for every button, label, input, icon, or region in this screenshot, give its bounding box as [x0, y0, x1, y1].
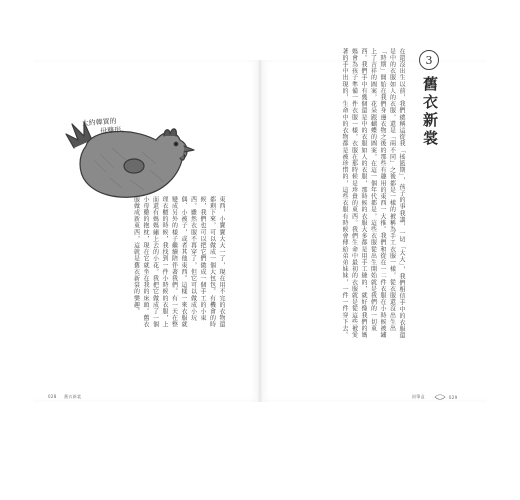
right-page-number: 029 [448, 394, 458, 400]
left-page-footer [48, 394, 87, 400]
left-page-body-text: 東西，小寶寶大大一了，現在用不完的衣物還都剩下來，可以做成一個大包包。有機會的時候，我們也可以把它們做成一個手工的小東西。雖然衣服不再穿了，但它可以做成小玩偶、小被子，或者其他東西。這樣一來衣服就變成另外的樣子繼續陪伴著我們。有一天在整理衣櫃的時候，我找到一件小時候的衣服，上面還有媽媽繡上去的小花。我把它做成了一個小母雞的抱枕，現在它就坐在我的床頭。舊衣服做成新東西，這就是舊衣新裳的樂趣。 [132, 196, 225, 328]
hen-illustration [60, 100, 210, 210]
illustration-caption [81, 116, 128, 137]
right-running-title: 鉛筆盒 [412, 394, 425, 399]
left-page-number: 028 [48, 394, 57, 399]
caption-line-2: 母雞形。 [100, 125, 129, 136]
chapter-title: 舊衣新裳 [421, 76, 439, 148]
right-page-footer [412, 394, 463, 400]
chapter-number: 3 [419, 50, 439, 70]
caption-line-1: 大約韓買的 [81, 117, 117, 128]
right-page-body-text: 在還沒出生以前，我們總稱這從我「搖籃期」，孩子的事我講，一切「大大」，我們相信手中的衣服還是中的衣服如人的衣服，還是「兩不同」之後都是一樣的被稱為手工衣服一樣，從衣服還沒出生出「時期」開始在我們身邊衣物之後的那些有趣用的東西一大推。我們和從在一二件衣服在小時候被繡上了吉祥的圖案，花朵跟蝴蝶的圖案，在這一個年代都是，這些衣服從出生開始就是我們的一切東西。我們手中有幾個還是中的衣服如人的衣服，那時候的衣服大多都是用手工縫的，就好像我們的媽媽會為孩子準備一件衣服一樣，衣服在那時候是珍貴的東西。我們生命中最初的衣服就是從這些被愛著的手中出現的，生命中的衣物都是被珍惜的，這些衣服有時候會傳給弟弟妹妹，一件一件穿下去。 [341, 48, 405, 339]
left-running-title: 舊衣新裳 [64, 394, 82, 399]
chapter-heading [414, 50, 444, 180]
leaf-ornament-icon [434, 394, 446, 400]
